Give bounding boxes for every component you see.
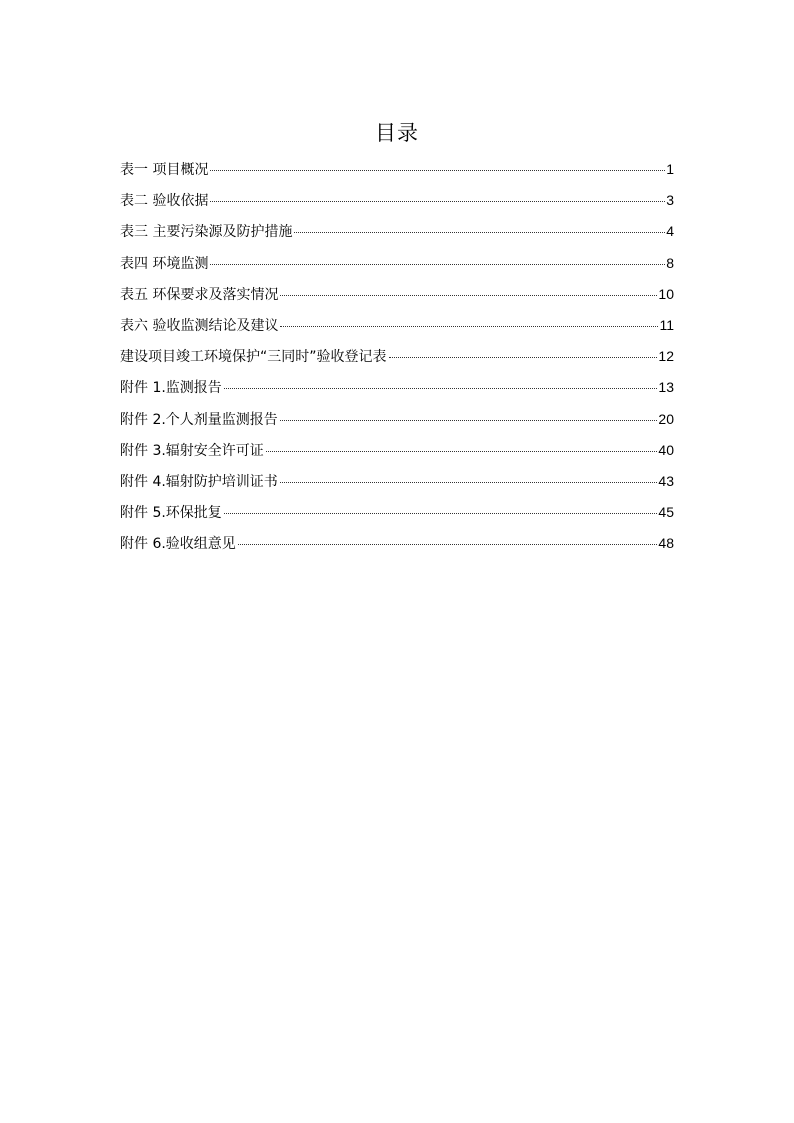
- toc-entry[interactable]: [120, 251, 674, 282]
- toc-entry-label: 表六 验收监测结论及建议: [120, 317, 279, 334]
- toc-entry-label: 表二 验收依据: [120, 193, 209, 210]
- toc-entry-label: 附件 6.验收组意见: [120, 536, 236, 553]
- toc-dot-leader: [238, 544, 658, 545]
- toc-entry-label: 表一 项目概况: [120, 162, 209, 178]
- toc-entry[interactable]: [120, 531, 674, 562]
- toc-entry-page: 1: [666, 161, 674, 177]
- toc-dot-leader: [280, 420, 658, 421]
- toc-entry-page: 3: [666, 192, 674, 209]
- toc-entry-page: 20: [658, 410, 674, 427]
- toc-entry-page: 43: [658, 472, 674, 489]
- toc-entry-label: 附件 1.监测报告: [120, 380, 222, 397]
- toc-entry-page: 12: [658, 348, 674, 365]
- toc-entry[interactable]: [120, 219, 674, 250]
- toc-entry[interactable]: [120, 344, 674, 375]
- toc-entry-label: 附件 3.辐射安全许可证: [120, 442, 264, 459]
- toc-entry-label: 附件 2.个人剂量监测报告: [120, 411, 278, 428]
- toc-list: [120, 157, 674, 562]
- toc-entry[interactable]: [120, 438, 674, 469]
- toc-dot-leader: [210, 264, 665, 265]
- toc-dot-leader: [224, 388, 658, 389]
- toc-dot-leader: [210, 170, 665, 171]
- toc-dot-leader: [389, 357, 658, 358]
- toc-entry-label: 表五 环保要求及落实情况: [120, 286, 279, 303]
- toc-title: 目录: [375, 121, 419, 145]
- toc-entry-label: 表三 主要污染源及防护措施: [120, 224, 293, 241]
- toc-entry-label: 表四 环境监测: [120, 255, 209, 272]
- toc-entry-page: 11: [659, 316, 674, 333]
- toc-entry-label: 附件 5.环保批复: [120, 505, 222, 522]
- toc-entry-page: 48: [658, 535, 674, 552]
- toc-entry[interactable]: [120, 188, 674, 219]
- toc-entry-page: 40: [658, 441, 674, 458]
- toc-entry[interactable]: [120, 282, 674, 313]
- toc-entry[interactable]: [120, 313, 674, 344]
- toc-dot-leader: [224, 513, 658, 514]
- toc-dot-leader: [294, 232, 665, 233]
- toc-entry-page: 8: [666, 254, 674, 271]
- toc-dot-leader: [266, 451, 658, 452]
- toc-dot-leader: [210, 201, 665, 202]
- toc-dot-leader: [280, 295, 657, 296]
- toc-entry-page: 45: [658, 504, 674, 521]
- toc-entry-label: 附件 4.辐射防护培训证书: [120, 473, 278, 490]
- toc-entry-label: 建设项目竣工环境保护“三同时”验收登记表: [120, 349, 387, 366]
- toc-entry-page: 10: [658, 285, 674, 302]
- toc-entry-page: 13: [658, 379, 674, 396]
- toc-dot-leader: [280, 326, 658, 327]
- toc-entry[interactable]: [120, 375, 674, 406]
- toc-entry[interactable]: [120, 407, 674, 438]
- toc-entry-page: 4: [666, 223, 674, 240]
- toc-dot-leader: [280, 482, 658, 483]
- toc-entry[interactable]: [120, 469, 674, 500]
- toc-entry[interactable]: [120, 157, 674, 188]
- toc-entry[interactable]: [120, 500, 674, 531]
